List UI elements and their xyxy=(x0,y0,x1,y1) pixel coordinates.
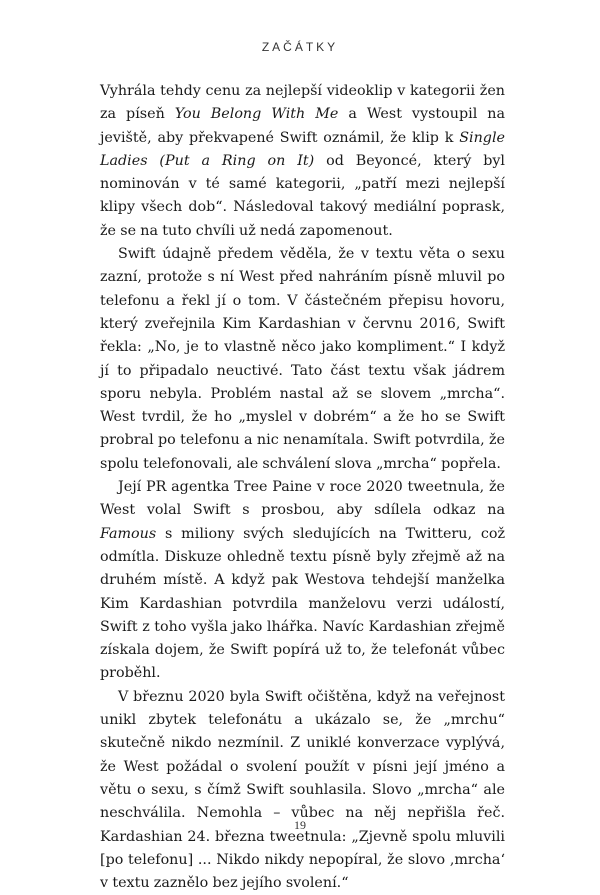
paragraph-4 xyxy=(100,686,505,895)
paragraph-1 xyxy=(100,80,505,243)
paragraph-3-text: s miliony svých sledujících na Twitteru, což odmítla. Diskuze ohledně textu písně byly zřejmě až na druhém místě. A když pak Westova tehdejší manželka Kim Kardashian potvrdila manželovu verzi událostí, Swift z toho vyšla jako lhářka. Navíc Kardashian zřejmě získala dojem, že Swift popírá už to, že telefonát vůbec proběhl. xyxy=(100,525,505,682)
song-title-you-belong-with-me: You Belong With Me xyxy=(174,106,339,123)
paragraph-2 xyxy=(100,243,505,476)
paragraph-1-text: Vyhrála tehdy cenu za nejlepší videoklip v kategorii žen za píseň xyxy=(100,83,505,123)
song-title-single-ladies: Single Ladies (Put a Ring on It) xyxy=(100,129,505,169)
paragraph-3 xyxy=(100,476,505,686)
paragraph-1-text: a West vystoupil na jeviště, aby překvapené Swift oznámil, že klip k xyxy=(100,106,506,146)
page-number: 19 xyxy=(294,818,306,832)
paragraph-3-text: Její PR agentka Tree Paine v roce 2020 tweetnula, že West volal Swift s prosbou, aby sdílela odkaz na xyxy=(100,479,505,519)
paragraph-4-text: V březnu 2020 byla Swift očištěna, když na veřejnost unikl zbytek telefonátu a ukázalo se, že „mrchu“ skutečně nikdo nezmínil. Z uniklé konverzace vyplývá, že West požádal o svolení použít v písni její jméno a větu o sexu, s čímž Swift souhlasila. Slovo „mrcha“ ale neschválila. Nemohla – vůbec na něj nepřišla řeč. Kardashian 24. března tweetnula: „Zjevně spolu mluvili [po telefonu] ... Nikdo nikdy nepopíral, že slovo ‚mrcha‘ v textu zaznělo bez jejího svolení.“ xyxy=(100,688,505,892)
paragraph-1-text: od Beyoncé, který byl nominován v té samé kategorii, „patří mezi nejlepší klipy všech dob“. Následoval takový mediální poprask, že se na tuto chvíli už nedá zapomenout. xyxy=(100,152,505,239)
song-title-famous: Famous xyxy=(100,525,157,542)
body-text xyxy=(100,80,505,895)
paragraph-2-text: Swift údajně předem věděla, že v textu věta o sexu zazní, protože s ní West před nahráním písně mluvil po telefonu a řekl jí o tom. V částečném přepisu hovoru, který zveřejnila Kim Kardashian v červnu 2016, Swift řekla: „No, je to vlastně něco jako kompliment.“ I když jí to připadalo neuctivé. Tato část textu však jádrem sporu nebyla. Problém nastal až se slovem „mrcha“. West tvrdil, že ho „myslel v dobrém“ a že ho se Swift probral po telefonu a nic nenamítala. Swift potvrdila, že spolu telefonovali, ale schválení slova „mrcha“ popřela. xyxy=(100,246,505,472)
running-head: ZAČÁTKY xyxy=(261,40,339,54)
